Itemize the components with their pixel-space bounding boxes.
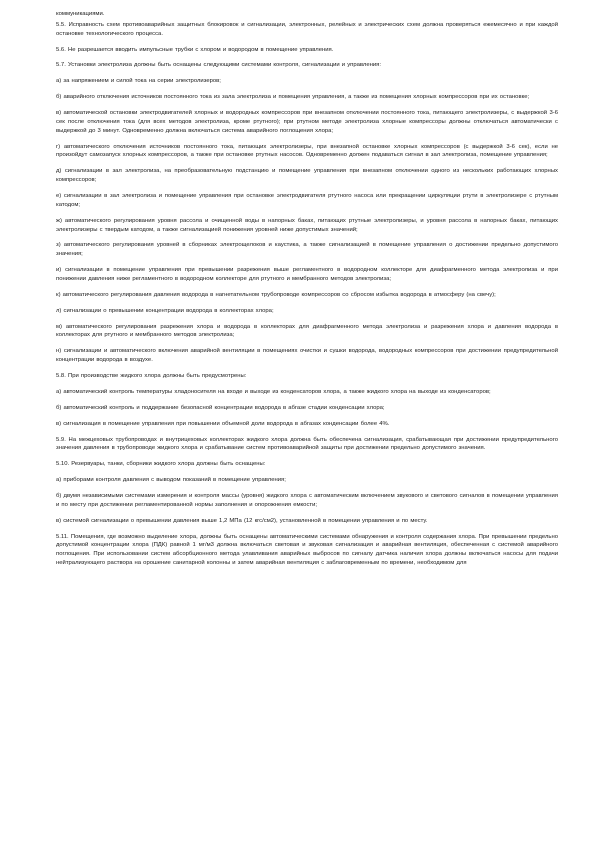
list-item-k: к) автоматического регулирования давления водорода в нагнетательном трубопроводе компрессоров со сбросом избытка водорода в атмосферу (на свечу); [56,291,496,298]
list-item-5-10-b: б) двумя независимыми системами измерения и контроля массы (уровня) жидкого хлора с автоматическим включением звукового и светового сигналов в помещении управления и по месту при достижении регламентированной нормы заполнения и опорожнения емкости; [56,492,558,508]
list-item-m: м) автоматического регулирования разрежения хлора и водорода в коллекторах для диафрагменного метода электролиза и разрежения хлора и давления водорода в коллекторах для ртутного и мембранного методов электролиза; [56,323,558,339]
document-page [56,10,558,575]
paragraph-5-9: 5.9. На межцеховых трубопроводах и внутрицеховых коллекторах жидкого хлора должна быть обеспечена сигнализация, срабатывающая при достижении предупредительного значения давления в трубопроводе жидкого хлора и срабатывание систем противоаварийной защиты при достижении предельно допустимого значения. [56,436,558,452]
list-item-e: е) сигнализации в зал электролиза и помещение управления при остановке электродвигателя ртутного насоса или прекращении циркуляции ртути в электролизере с ртутным катодом; [56,193,558,208]
list-item-zh: ж) автоматического регулирования уровня рассола и очищенной воды в напорных баках, питающих ртутные электролизеры, и уровня рассола в напорных баках, питающих электролизеры с твердым катодом, а также сигнализацией понижения уровней ниже допустимых значений; [56,217,558,233]
paragraph-5-8: 5.8. При производстве жидкого хлора должны быть предусмотрены: [56,373,247,380]
list-item-5-8-b: б) автоматический контроль и поддержание безопасной концентрации водорода в абгазе стадии конденсации хлора; [56,404,385,411]
list-item-b: б) аварийного отключения источников постоянного тока из зала электролиза и помещения управления, а также из помещения хлорных компрессоров при их остановке; [56,94,530,101]
paragraph-5-6: 5.6. Не разрешается вводить импульсные трубки с хлором и водородом в помещение управления. [56,46,334,53]
list-item-5-10-a: а) приборами контроля давления с выводом показаний в помещение управления; [56,477,286,484]
paragraph-5-11: 5.11. Помещения, где возможно выделение хлора, должны быть оснащены автоматическими системами обнаружения и контроля содержания хлора. При превышении предельно допустимой концентрации хлора (ПДК) равной 1 мг/м3 должна включаться световая и звуковая сигнализация и аварийная вентиляция, обеспеченная с системой аварийного поглощения. При использовании систем абсорбционного метода улавливания аварийных выбросов по сигналу датчика наличия хлора должны включаться насосы для подачи нейтрализующего раствора на орошение санитарной колонны и затем аварийная вентиляция с заблаговременным по времени, необходимом для [56,533,558,567]
paragraph-5-10: 5.10. Резервуары, танки, сборники жидкого хлора должны быть оснащены: [56,461,266,468]
list-item-5-8-v: в) сигнализация в помещение управления при повышении объемной доли водорода в абгазах конденсации более 4%. [56,420,390,427]
paragraph-5-5: 5.5. Исправность схем противоаварийных защитных блокировок и сигнализации, электронных, релейных и электрических схем должна проверяться ежемесячно и при каждой остановке технологического процесса. [56,21,558,37]
list-item-z: з) автоматического регулирования уровней в сборниках электрощелоков и каустика, а также сигнализацией в помещение управления о достижении предельно допустимого значения; [56,242,558,258]
list-item-a: а) за напряжением и силой тока на серии электролизеров; [56,78,221,85]
list-item-5-10-v: в) системой сигнализации о превышении давления выше 1,2 МПа (12 кгс/см2), установленной в помещении управления и по месту. [56,517,428,524]
paragraph-0: коммуникациями. [56,11,105,17]
list-item-l: л) сигнализации о превышении концентрации водорода в коллекторах хлора; [56,307,274,314]
list-item-i: и) сигнализации в помещение управления при превышении разрежения выше регламентного в водородном коллекторе для диафрагменного метода электролиза и при понижении давления ниже регламентного в водородном коллекторе для ртутного и мембранного методов электролиза; [56,267,558,283]
list-item-v: в) автоматической остановки электродвигателей хлорных и водородных компрессоров при внезапном отключении постоянного тока, питающего электролизеры, с выдержкой 3-6 сек после отключения тока (для всех методов электролиза, кроме ртутного); при ртутном методе электролиза хлорные компрессоры должны отключаться автоматически с выдержкой до 3 минут. Одновременно должна включаться система аварийного поглощения хлора; [56,110,558,134]
list-item-n: н) сигнализации и автоматического включения аварийной вентиляции в помещениях очистки и сушки водорода, водородных компрессоров при достижении предупредительной концентрации водорода в воздухе. [56,348,558,364]
paragraph-5-7: 5.7. Установки электролиза должны быть оснащены следующими системами контроля, сигнализации и управления: [56,62,381,69]
list-item-g: г) автоматического отключения источников постоянного тока, питающих электролизеры, при внезапной остановке хлорных компрессоров (с выдержкой 3-6 сек), если не произойдут самозапуск хлорных компрессоров, а также при остановке ртутных насосов. Одновременно должен подаваться сигнал в зал электролиза, помещение управления; [56,143,558,159]
list-item-5-8-a: а) автоматический контроль температуры хладоносителя на входе и выходе из конденсаторов хлора, а также жидкого хлора на выходе из конденсаторов; [56,388,491,395]
list-item-d: д) сигнализации в зал электролиза, на преобразовательную подстанцию и помещение управления при внезапном отключении одного из нескольких работающих хлорных компрессоров; [56,168,558,184]
